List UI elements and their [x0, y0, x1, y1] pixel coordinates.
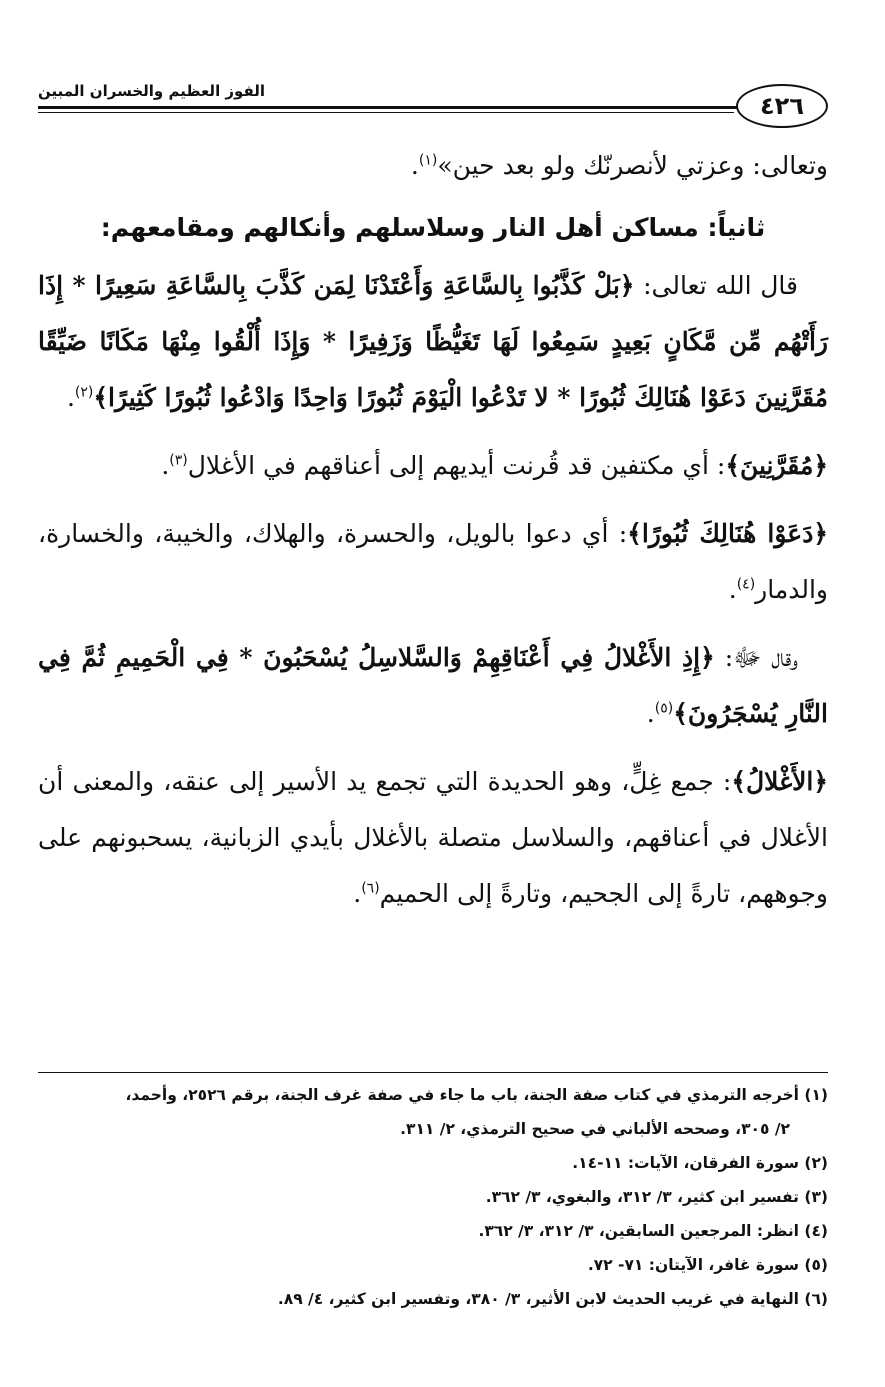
defined-term: دَعَوْا هُنَالِكَ ثُبُورًا — [641, 519, 814, 548]
defined-term: الأَغْلالُ — [745, 767, 814, 796]
main-text — [38, 138, 828, 922]
footnote-1-continuation: ٢/ ٣٠٥، وصححه الألباني في صحيح الترمذي، ٢/ ٣١١. — [400, 1120, 790, 1138]
footnote-ref-6[interactable]: (٦) — [361, 880, 380, 897]
paragraph-4 — [38, 506, 828, 618]
definition-text: : جمع غِلٍّ، وهو الحديدة التي تجمع يد الأسير إلى عنقه، والمعنى أن الأغلال في أعناقهم، والسلاسل متصلة بالأغلال بأيدي الزبانية، يسحبونهم على وجوههم، تارةً إلى الجحيم، وتارةً إلى الحميم — [38, 767, 828, 908]
ornate-bracket-close: ﴾ — [673, 699, 688, 728]
footnote-1: (١) أخرجه الترمذي في كتاب صفة الجنة، باب ما جاء في صفة غرف الجنة، برقم ٢٥٢٦، وأحمد، — [125, 1086, 828, 1104]
footnote-2: (٢) سورة الفرقان، الآيات: ١١-١٤. — [572, 1154, 828, 1172]
paragraph-text: وتعالى: وعزتي لأنصرنّك ولو بعد حين» — [437, 151, 828, 180]
ornate-bracket-open: ﴿ — [700, 643, 715, 672]
ornate-bracket-close: ﴾ — [93, 383, 109, 412]
ornate-bracket-close: ﴾ — [725, 451, 740, 480]
period: . — [410, 151, 419, 180]
verse-intro: وقال ﷻ: — [714, 643, 798, 672]
definition-text: : أي دعوا بالويل، والحسرة، والهلاك، والخيبة، والخسارة، والدمار — [38, 519, 828, 604]
paragraph-1 — [38, 138, 828, 194]
period: . — [353, 879, 362, 908]
footnote-ref-3[interactable]: (٣) — [169, 452, 188, 469]
running-title: الفوز العظيم والخسران المبين — [38, 82, 266, 100]
quran-verse: بَلْ كَذَّبُوا بِالسَّاعَةِ وَأَعْتَدْنَا لِمَن كَذَّبَ بِالسَّاعَةِ سَعِيرًا * إِذَا رَأَتْهُم مِّن مَّكَانٍ بَعِيدٍ سَمِعُوا لَهَا تَغَيُّظًا وَزَفِيرًا * وَإِذَا أُلْقُوا مِنْهَا مَكَانًا ضَيِّقًا مُقَرَّنِينَ دَعَوْا هُنَالِكَ ثُبُورًا * لا تَدْعُوا الْيَوْمَ ثُبُورًا وَاحِدًا وَادْعُوا ثُبُورًا كَثِيرًا — [38, 271, 828, 412]
header-rule-thin — [38, 112, 734, 113]
ornate-bracket-close: ﴾ — [731, 767, 746, 796]
period: . — [66, 383, 75, 412]
book-page — [38, 78, 828, 1368]
footnote-5: (٥) سورة غافر، الآيتان: ٧١- ٧٢. — [587, 1256, 828, 1274]
verse-intro: قال الله تعالى: — [634, 271, 798, 300]
ornate-bracket-open: ﴿ — [619, 271, 635, 300]
defined-term: مُقَرَّنِينَ — [739, 451, 814, 480]
ornate-bracket-open: ﴿ — [813, 519, 828, 548]
definition-text: : أي مكتفين قد قُرنت أيديهم إلى أعناقهم في الأغلال — [187, 451, 726, 480]
footnotes — [38, 1078, 828, 1316]
page-number: ٤٢٦ — [736, 84, 828, 128]
period: . — [161, 451, 170, 480]
footnote-ref-4[interactable]: (٤) — [736, 576, 756, 593]
quran-verse: إِذِ الأَغْلالُ فِي أَعْنَاقِهِمْ وَالسَّلاسِلُ يُسْحَبُونَ * فِي الْحَمِيمِ ثُمَّ فِي النَّارِ يُسْجَرُونَ — [38, 643, 828, 728]
paragraph-2 — [38, 258, 828, 426]
page-header — [38, 78, 828, 134]
footnote-separator — [38, 1072, 828, 1073]
footnote-ref-1[interactable]: (١) — [418, 152, 438, 169]
period: . — [646, 699, 655, 728]
footnote-ref-5[interactable]: (٥) — [654, 700, 674, 717]
period: . — [728, 575, 737, 604]
footnote-4: (٤) انظر: المرجعين السابقين، ٣/ ٣١٢، ٣/ ٣٦٢. — [478, 1222, 828, 1240]
paragraph-3 — [38, 438, 828, 494]
footnote-6: (٦) النهاية في غريب الحديث لابن الأثير، ٣/ ٣٨٠، وتفسير ابن كثير، ٤/ ٨٩. — [277, 1290, 828, 1308]
ornate-bracket-open: ﴿ — [813, 451, 828, 480]
ornate-bracket-open: ﴿ — [813, 767, 828, 796]
footnote-ref-2[interactable]: (٢) — [74, 384, 94, 401]
paragraph-5 — [38, 630, 828, 742]
paragraph-6 — [38, 754, 828, 922]
footnote-3: (٣) تفسير ابن كثير، ٣/ ٣١٢، والبغوي، ٣/ ٣٦٢. — [485, 1188, 828, 1206]
section-heading: ثانياً: مساكن أهل النار وسلاسلهم وأنكالهم ومقامعهم: — [100, 213, 766, 242]
header-rule — [38, 106, 738, 109]
ornate-bracket-close: ﴾ — [627, 519, 642, 548]
